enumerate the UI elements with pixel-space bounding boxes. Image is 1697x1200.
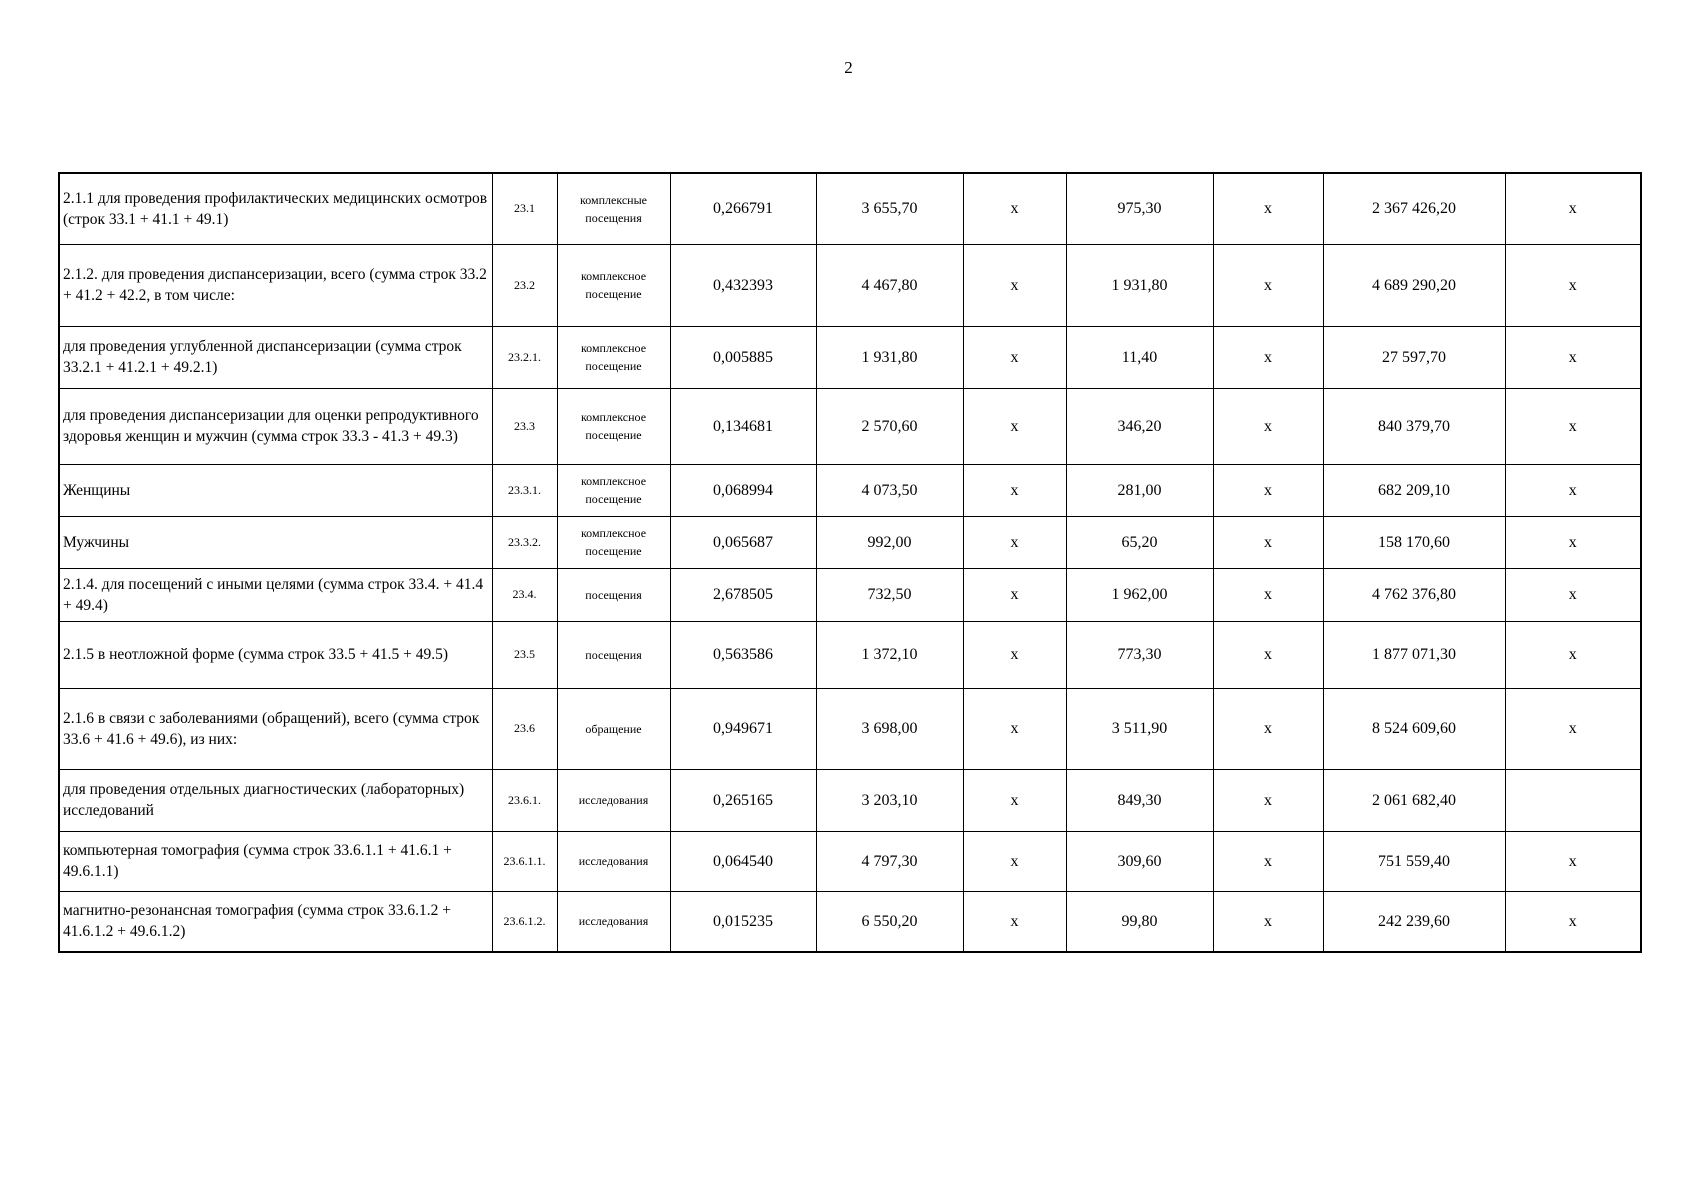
row-code-cell: 23.3.1. bbox=[492, 464, 557, 516]
row-value-col9: 27 597,70 bbox=[1323, 326, 1505, 388]
row-unit-cell: исследования bbox=[557, 891, 670, 952]
row-code-cell: 23.6.1.2. bbox=[492, 891, 557, 952]
row-value-col6: х bbox=[963, 516, 1066, 568]
row-value-col6: х bbox=[963, 891, 1066, 952]
row-value-col8: х bbox=[1213, 568, 1323, 621]
row-value-col4: 0,068994 bbox=[670, 464, 816, 516]
row-value-col6: х bbox=[963, 326, 1066, 388]
row-unit-cell: комплексное посещение bbox=[557, 464, 670, 516]
row-value-col8: х bbox=[1213, 326, 1323, 388]
row-value-col9: 8 524 609,60 bbox=[1323, 688, 1505, 769]
row-value-col9: 4 689 290,20 bbox=[1323, 244, 1505, 326]
row-name-cell: для проведения отдельных диагностических (лабораторных) исследований bbox=[59, 769, 492, 831]
row-value-col5: 4 467,80 bbox=[816, 244, 963, 326]
row-unit-cell: комплексное посещение bbox=[557, 244, 670, 326]
row-unit-cell: комплексное посещение bbox=[557, 388, 670, 464]
row-value-col8: х bbox=[1213, 516, 1323, 568]
row-value-col6: х bbox=[963, 464, 1066, 516]
row-value-col10: х bbox=[1505, 464, 1641, 516]
row-value-col8: х bbox=[1213, 769, 1323, 831]
row-code-cell: 23.3.2. bbox=[492, 516, 557, 568]
row-value-col6: х bbox=[963, 244, 1066, 326]
row-value-col10 bbox=[1505, 769, 1641, 831]
row-value-col4: 0,064540 bbox=[670, 831, 816, 891]
row-code-cell: 23.2.1. bbox=[492, 326, 557, 388]
row-value-col10: х bbox=[1505, 688, 1641, 769]
row-code-cell: 23.6.1. bbox=[492, 769, 557, 831]
row-name-cell: 2.1.5 в неотложной форме (сумма строк 33.5 + 41.5 + 49.5) bbox=[59, 621, 492, 688]
table-row bbox=[59, 621, 1641, 688]
row-value-col5: 4 797,30 bbox=[816, 831, 963, 891]
row-value-col4: 2,678505 bbox=[670, 568, 816, 621]
row-value-col6: х bbox=[963, 388, 1066, 464]
row-value-col4: 0,134681 bbox=[670, 388, 816, 464]
row-value-col6: х bbox=[963, 621, 1066, 688]
row-name-cell: Женщины bbox=[59, 464, 492, 516]
row-name-cell: 2.1.2. для проведения диспансеризации, всего (сумма строк 33.2 + 41.2 + 42.2, в том числе: bbox=[59, 244, 492, 326]
row-unit-cell: обращение bbox=[557, 688, 670, 769]
row-value-col5: 3 203,10 bbox=[816, 769, 963, 831]
row-value-col4: 0,949671 bbox=[670, 688, 816, 769]
row-name-cell: магнитно-резонансная томография (сумма строк 33.6.1.2 + 41.6.1.2 + 49.6.1.2) bbox=[59, 891, 492, 952]
page-number: 2 bbox=[844, 58, 853, 77]
row-value-col10: х bbox=[1505, 621, 1641, 688]
row-value-col10: х bbox=[1505, 831, 1641, 891]
row-value-col8: х bbox=[1213, 688, 1323, 769]
row-value-col4: 0,563586 bbox=[670, 621, 816, 688]
row-value-col4: 0,065687 bbox=[670, 516, 816, 568]
row-value-col5: 3 655,70 bbox=[816, 173, 963, 244]
row-value-col7: 1 931,80 bbox=[1066, 244, 1213, 326]
row-code-cell: 23.4. bbox=[492, 568, 557, 621]
row-code-cell: 23.6 bbox=[492, 688, 557, 769]
row-value-col10: х bbox=[1505, 173, 1641, 244]
row-value-col7: 1 962,00 bbox=[1066, 568, 1213, 621]
row-value-col8: х bbox=[1213, 244, 1323, 326]
row-code-cell: 23.2 bbox=[492, 244, 557, 326]
row-value-col9: 682 209,10 bbox=[1323, 464, 1505, 516]
row-value-col7: 281,00 bbox=[1066, 464, 1213, 516]
row-value-col10: х bbox=[1505, 244, 1641, 326]
row-name-cell: для проведения диспансеризации для оценки репродуктивного здоровья женщин и мужчин (сумма строк 33.3 - 41.3 + 49.3) bbox=[59, 388, 492, 464]
row-value-col9: 158 170,60 bbox=[1323, 516, 1505, 568]
row-value-col9: 2 061 682,40 bbox=[1323, 769, 1505, 831]
row-value-col7: 3 511,90 bbox=[1066, 688, 1213, 769]
row-code-cell: 23.5 bbox=[492, 621, 557, 688]
row-value-col8: х bbox=[1213, 173, 1323, 244]
row-value-col6: х bbox=[963, 568, 1066, 621]
row-value-col7: 773,30 bbox=[1066, 621, 1213, 688]
table-row bbox=[59, 516, 1641, 568]
table-row bbox=[59, 831, 1641, 891]
row-unit-cell: исследования bbox=[557, 769, 670, 831]
row-value-col6: х bbox=[963, 173, 1066, 244]
row-value-col9: 2 367 426,20 bbox=[1323, 173, 1505, 244]
row-value-col4: 0,005885 bbox=[670, 326, 816, 388]
row-value-col10: х bbox=[1505, 568, 1641, 621]
row-name-cell: 2.1.6 в связи с заболеваниями (обращений), всего (сумма строк 33.6 + 41.6 + 49.6), из них: bbox=[59, 688, 492, 769]
row-value-col8: х bbox=[1213, 891, 1323, 952]
data-table bbox=[58, 172, 1642, 953]
table-row bbox=[59, 568, 1641, 621]
row-value-col8: х bbox=[1213, 388, 1323, 464]
row-value-col5: 1 931,80 bbox=[816, 326, 963, 388]
row-value-col8: х bbox=[1213, 464, 1323, 516]
row-unit-cell: комплексные посещения bbox=[557, 173, 670, 244]
row-value-col6: х bbox=[963, 769, 1066, 831]
row-unit-cell: исследования bbox=[557, 831, 670, 891]
row-value-col5: 992,00 bbox=[816, 516, 963, 568]
row-value-col7: 849,30 bbox=[1066, 769, 1213, 831]
row-value-col4: 0,265165 bbox=[670, 769, 816, 831]
table-row bbox=[59, 388, 1641, 464]
row-value-col7: 309,60 bbox=[1066, 831, 1213, 891]
table-row bbox=[59, 244, 1641, 326]
row-value-col5: 2 570,60 bbox=[816, 388, 963, 464]
table-row bbox=[59, 688, 1641, 769]
row-value-col5: 6 550,20 bbox=[816, 891, 963, 952]
row-value-col6: х bbox=[963, 831, 1066, 891]
row-value-col5: 732,50 bbox=[816, 568, 963, 621]
row-value-col9: 4 762 376,80 bbox=[1323, 568, 1505, 621]
row-value-col9: 242 239,60 bbox=[1323, 891, 1505, 952]
row-value-col4: 0,015235 bbox=[670, 891, 816, 952]
table-row bbox=[59, 173, 1641, 244]
row-code-cell: 23.6.1.1. bbox=[492, 831, 557, 891]
row-value-col7: 975,30 bbox=[1066, 173, 1213, 244]
row-value-col5: 4 073,50 bbox=[816, 464, 963, 516]
table-row bbox=[59, 769, 1641, 831]
row-value-col7: 99,80 bbox=[1066, 891, 1213, 952]
table-body bbox=[59, 173, 1641, 952]
row-value-col7: 11,40 bbox=[1066, 326, 1213, 388]
row-value-col6: х bbox=[963, 688, 1066, 769]
row-value-col7: 346,20 bbox=[1066, 388, 1213, 464]
table-row bbox=[59, 464, 1641, 516]
row-value-col10: х bbox=[1505, 388, 1641, 464]
row-value-col9: 840 379,70 bbox=[1323, 388, 1505, 464]
row-name-cell: для проведения углубленной диспансеризации (сумма строк 33.2.1 + 41.2.1 + 49.2.1) bbox=[59, 326, 492, 388]
table-row bbox=[59, 326, 1641, 388]
row-value-col4: 0,266791 bbox=[670, 173, 816, 244]
row-value-col8: х bbox=[1213, 621, 1323, 688]
row-unit-cell: посещения bbox=[557, 621, 670, 688]
row-value-col5: 1 372,10 bbox=[816, 621, 963, 688]
row-value-col5: 3 698,00 bbox=[816, 688, 963, 769]
row-code-cell: 23.1 bbox=[492, 173, 557, 244]
row-value-col7: 65,20 bbox=[1066, 516, 1213, 568]
row-value-col10: х bbox=[1505, 326, 1641, 388]
row-unit-cell: комплексное посещение bbox=[557, 516, 670, 568]
row-value-col10: х bbox=[1505, 516, 1641, 568]
row-name-cell: 2.1.4. для посещений с иными целями (сумма строк 33.4. + 41.4 + 49.4) bbox=[59, 568, 492, 621]
row-value-col9: 1 877 071,30 bbox=[1323, 621, 1505, 688]
row-name-cell: 2.1.1 для проведения профилактических медицинских осмотров (строк 33.1 + 41.1 + 49.1) bbox=[59, 173, 492, 244]
table-row bbox=[59, 891, 1641, 952]
row-code-cell: 23.3 bbox=[492, 388, 557, 464]
row-value-col9: 751 559,40 bbox=[1323, 831, 1505, 891]
row-value-col4: 0,432393 bbox=[670, 244, 816, 326]
row-value-col8: х bbox=[1213, 831, 1323, 891]
row-value-col10: х bbox=[1505, 891, 1641, 952]
row-name-cell: Мужчины bbox=[59, 516, 492, 568]
row-unit-cell: комплексное посещение bbox=[557, 326, 670, 388]
row-unit-cell: посещения bbox=[557, 568, 670, 621]
row-name-cell: компьютерная томография (сумма строк 33.6.1.1 + 41.6.1 + 49.6.1.1) bbox=[59, 831, 492, 891]
